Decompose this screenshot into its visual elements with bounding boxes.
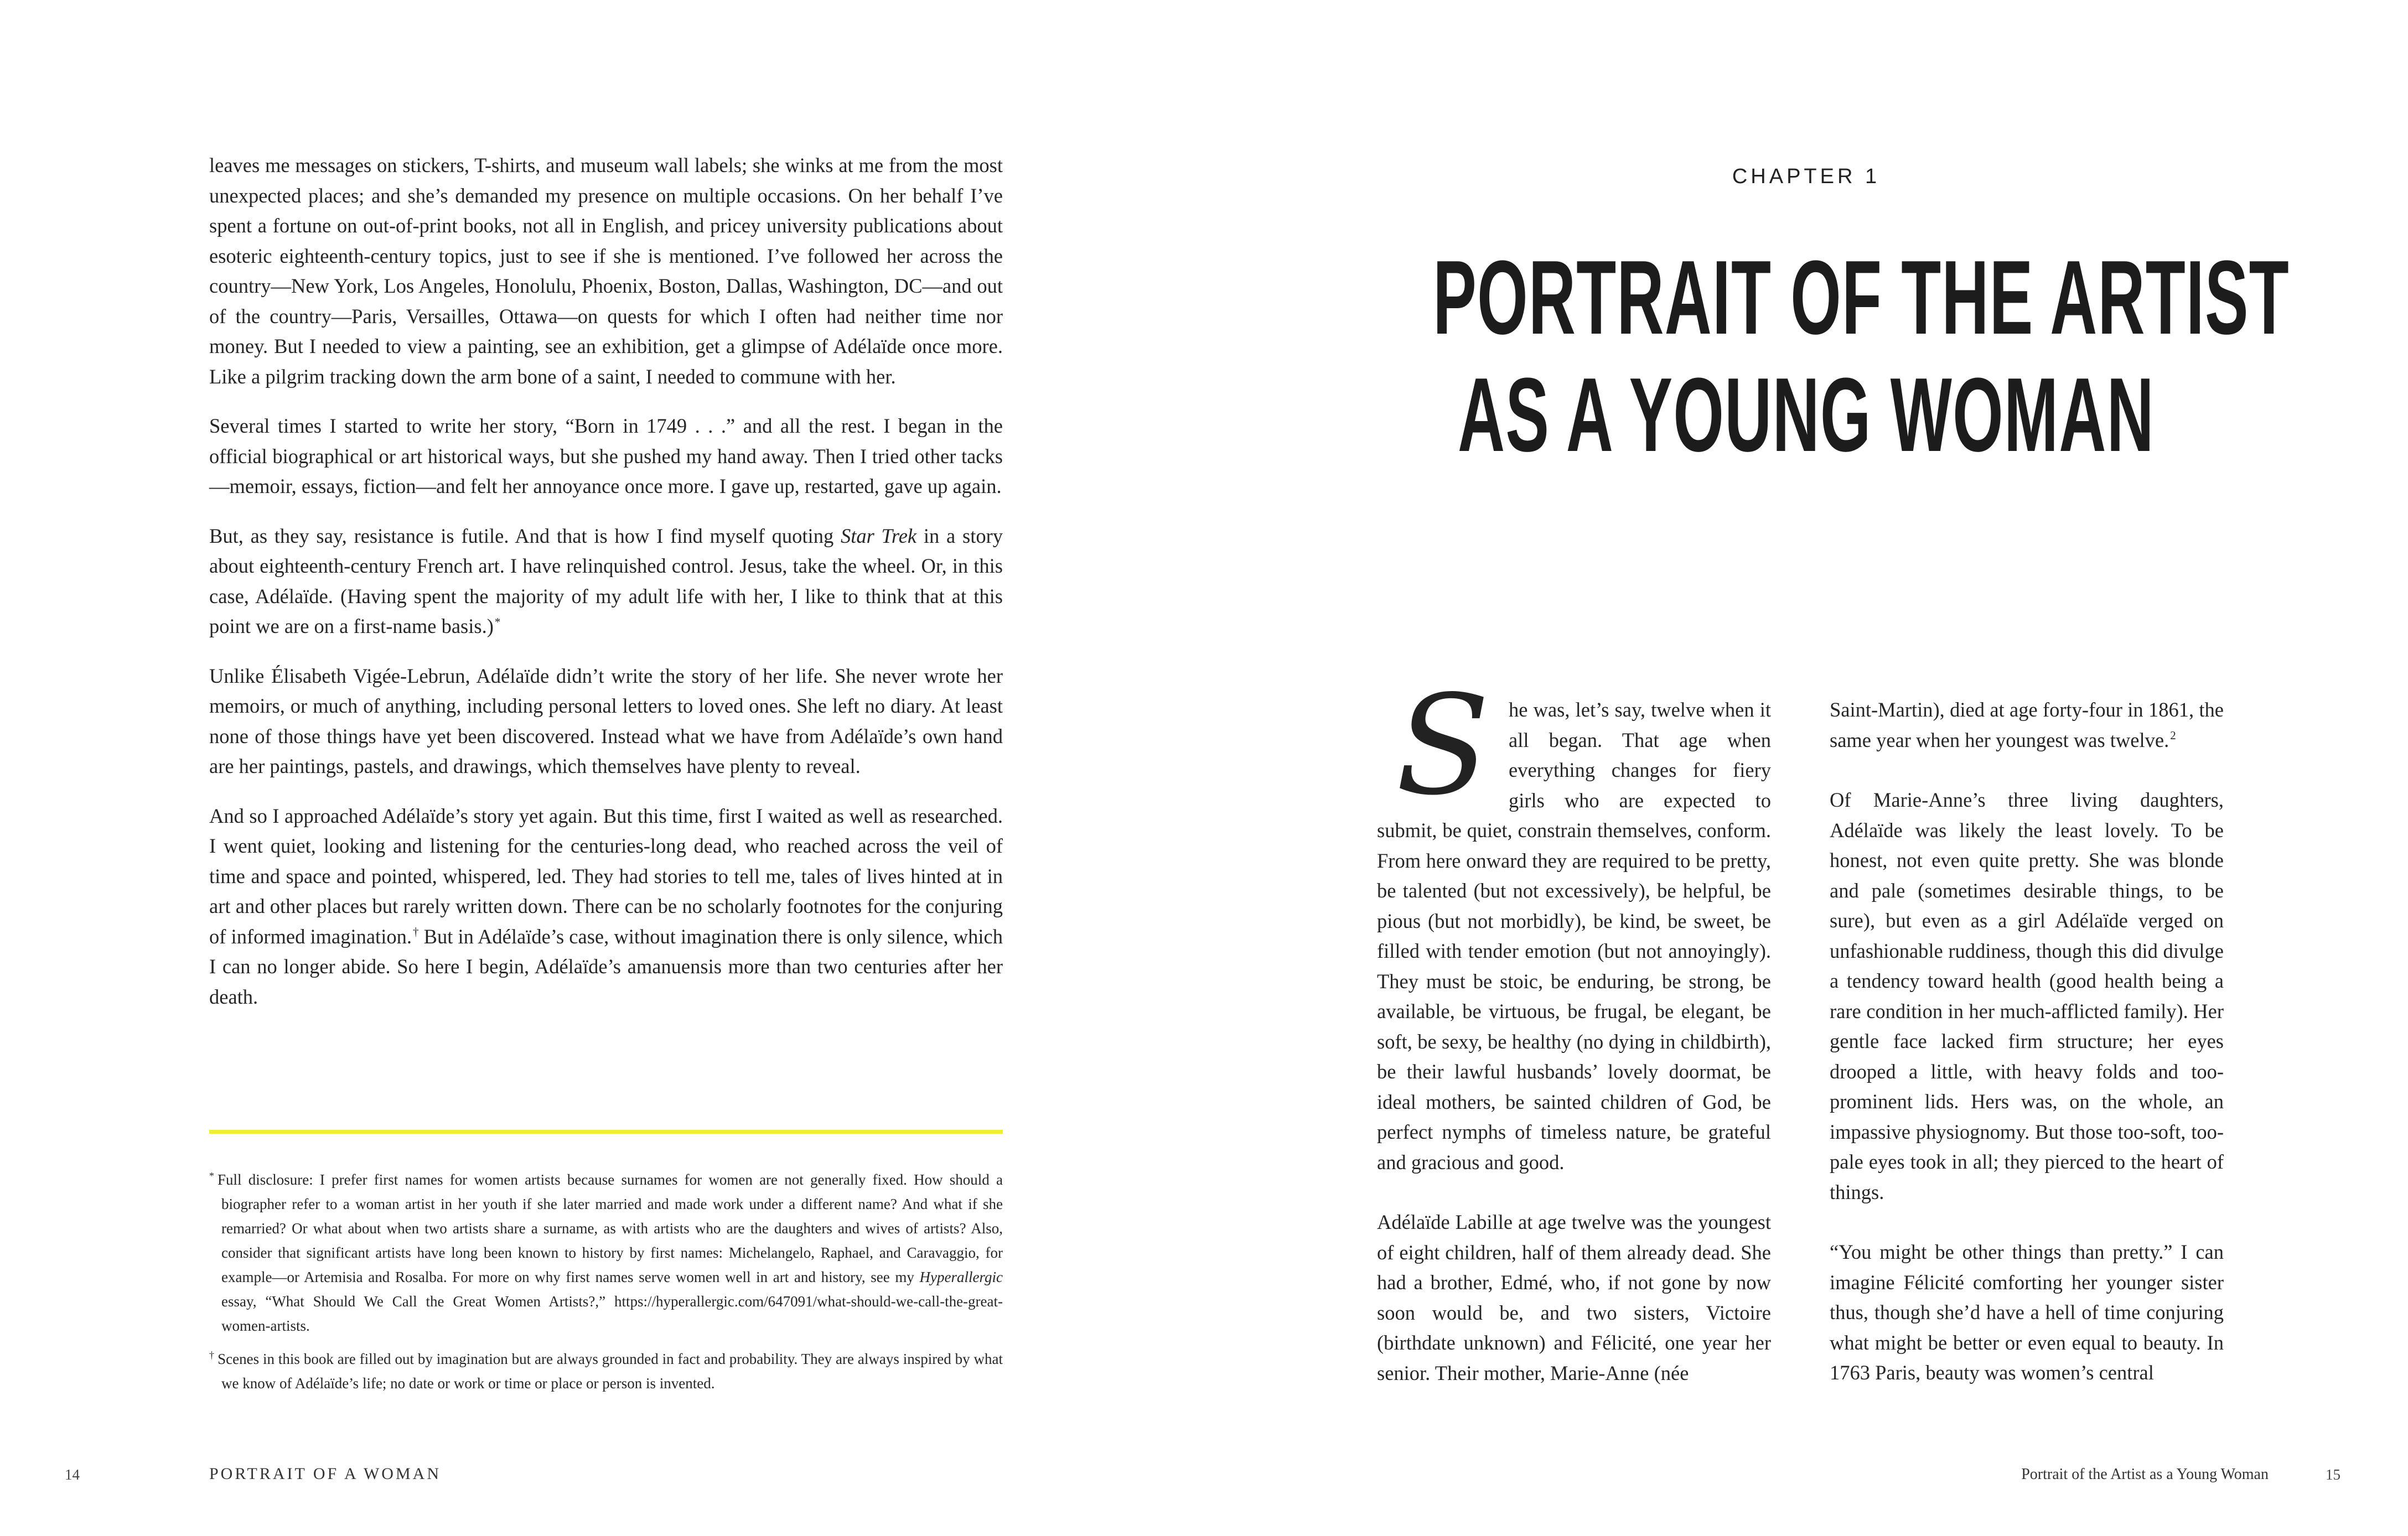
text-run: But in Adélaïde’s case, without imagination there is only silence, which I can no longer abide. So here I begin, Adélaïde’s amanuensis more than two centuries after her death.	[209, 925, 1003, 1008]
left-body-text	[209, 151, 1003, 1031]
chapter-title-line: PORTRAIT OF THE ARTIST	[1433, 239, 2290, 356]
page-number: 15	[2326, 1466, 2340, 1483]
page-number: 14	[65, 1466, 80, 1483]
footnote-reference[interactable]: †	[412, 925, 419, 939]
text-run: essay, “What Should We Call the Great Women Artists?,” https://hyperallergic.com/647091/what-should-we-call-the-great-women-artists.	[221, 1293, 1003, 1334]
footnotes	[209, 1167, 1003, 1404]
text-run: But, as they say, resistance is futile. And that is how I find myself quoting	[209, 524, 841, 547]
text-column-1	[1377, 666, 1771, 1418]
text-run: Saint-Martin), died at age forty-four in 1861, the same year when her youngest was twelve.	[1830, 698, 2224, 751]
running-footer: Portrait of the Artist as a Young Woman	[2021, 1466, 2269, 1483]
paragraph: Unlike Élisabeth Vigée-Lebrun, Adélaïde didn’t write the story of her life. She never wrote her memoirs, or much of anything, including personal letters to loved ones. She left no diary. At least none of those things have yet been discovered. Instead what we have from Adélaïde’s own hand are her paintings, pastels, and drawings, which themselves have plenty to reveal.	[209, 664, 1003, 777]
footnote	[209, 1167, 1003, 1338]
paragraph: Adélaïde Labille at age twelve was the youngest of eight children, half of them already dead. She had a brother, Edmé, who, if not gone by now soon would be, and two sisters, Victoire (birthdate unknown) and Félicité, one year her senior. Their mother, Marie-Anne (née	[1377, 1211, 1771, 1384]
footnote-mark: *	[209, 1170, 214, 1181]
chapter-title	[1433, 239, 2290, 474]
paragraph: Several times I started to write her story, “Born in 1749 . . .” and all the rest. I began in the official biographical or art historical ways, but she pushed my hand away. Then I tried other tacks—memoir, essays, fiction—and felt her annoyance once more. I gave up, restarted, gave up again.	[209, 414, 1003, 497]
endnote-reference[interactable]: 2	[2170, 729, 2176, 743]
paragraph: Of Marie-Anne’s three living daughters, Adélaïde was likely the least lovely. To be honest, not even quite pretty. She was blonde and pale (sometimes desirable things, to be sure), but even as a girl Adélaïde verged on unfashionable ruddiness, though this did divulge a tendency toward health (good health being a rare condition in her much-afflicted family). Her gentle face lacked firm structure; her eyes drooped a little, with heavy folds and too-prominent lids. Hers was, on the whole, an impassive physiognomy. But those too-soft, too-pale eyes took in all; they pierced to the heart of things.	[1830, 788, 2224, 1203]
opening-paragraph	[1377, 666, 1771, 1177]
text-run: Full disclosure: I prefer first names for women artists because surnames for women are not generally fixed. How should a biographer refer to a woman artist in her youth if she later married and made work under a different name? And what if she remarried? Or what about when two artists share a surname, as with artists who are the daughters and wives of artists? Also, consider that significant artists have long been known to history by first names: Michelangelo, Raphael, and Caravaggio, for example—or Artemisia and Rosalba. For more on why first names serve women well in art and history, see my	[218, 1171, 1003, 1285]
footnote	[209, 1347, 1003, 1395]
text-run: And so I approached Adélaïde’s story yet again. But this time, first I waited as well as researched. I went quiet, looking and listening for the centuries-long dead, who reached across the veil of time and space and pointed, whispered, led. They had stories to tell me, tales of lives hinted at in art and other places but rarely written down. There can be no scholarly footnotes for the conjuring of informed imagination.	[209, 804, 1003, 948]
text-run: in a story about eighteenth-century French art. I have relinquished control. Jesus, take the wheel. Or, in this case, Adélaïde. (Having spent the majority of my adult life with her, I like to think that at this point we are on a first-name basis.)	[209, 524, 1003, 637]
text-column-2	[1830, 695, 2224, 1418]
paragraph	[1830, 695, 2224, 755]
text-run: Scenes in this book are filled out by imagination but are always grounded in fact and probability. They are always inspired by what we know of Adélaïde’s life; no date or work or time or place or person is invented.	[218, 1351, 1003, 1392]
italic-title: Star Trek	[840, 524, 917, 547]
footnote-reference[interactable]: *	[494, 615, 501, 629]
paragraph: leaves me messages on stickers, T-shirts, and museum wall labels; she winks at me from the most unexpected places; and she’s demanded my presence on multiple occasions. On her behalf I’ve spent a fortune on out-of-print books, not all in English, and pricey university publications about esoteric eighteenth-century topics, just to see if she is mentioned. I’ve followed her across the country—New York, Los Angeles, Honolulu, Phoenix, Boston, Dallas, Washington, DC—and out of the country—Paris, Versailles, Ottawa—on quests for which I often had neither time nor money. But I needed to view a painting, see an exhibition, get a glimpse of Adélaïde once more. Like a pilgrim tracking down the arm bone of a saint, I needed to commune with her.	[209, 154, 1003, 388]
chapter-label: CHAPTER 1	[1732, 165, 1881, 188]
chapter-title-line: AS A YOUNG WOMAN	[1458, 356, 2155, 474]
paragraph: “You might be other things than pretty.” I can imagine Félicité comforting her younger sister thus, though she’d have a hell of time conjuring what might be better or even equal to beauty. In 1763 Paris, beauty was women’s central	[1830, 1241, 2224, 1384]
paragraph	[209, 801, 1003, 1013]
text-run: he was, let’s say, twelve when it all began. That age when everything changes for fiery girls who are expected to submit, be quiet, constrain themselves, conform. From here onward they are required to be pretty, be talented (but not excessively), be helpful, be pious (but not morbidly), be kind, be sweet, be filled with tender emotion (but not annoyingly). They must be stoic, be enduring, be strong, be available, be virtuous, be frugal, be elegant, be soft, be sexy, be healthy (no dying in childbirth), be their lawful husbands’ lovely doormat, be ideal mothers, be sainted children of God, be perfect nymphs of timeless nature, be grateful and gracious and good.	[1377, 698, 1771, 1174]
footnote-divider	[209, 1130, 1003, 1134]
right-page	[1204, 0, 2408, 1536]
footnote-mark: †	[209, 1350, 215, 1361]
running-footer: PORTRAIT OF A WOMAN	[209, 1465, 441, 1483]
paragraph	[209, 521, 1003, 642]
drop-cap: S	[1396, 666, 1490, 826]
italic-title: Hyperallergic	[919, 1269, 1003, 1285]
